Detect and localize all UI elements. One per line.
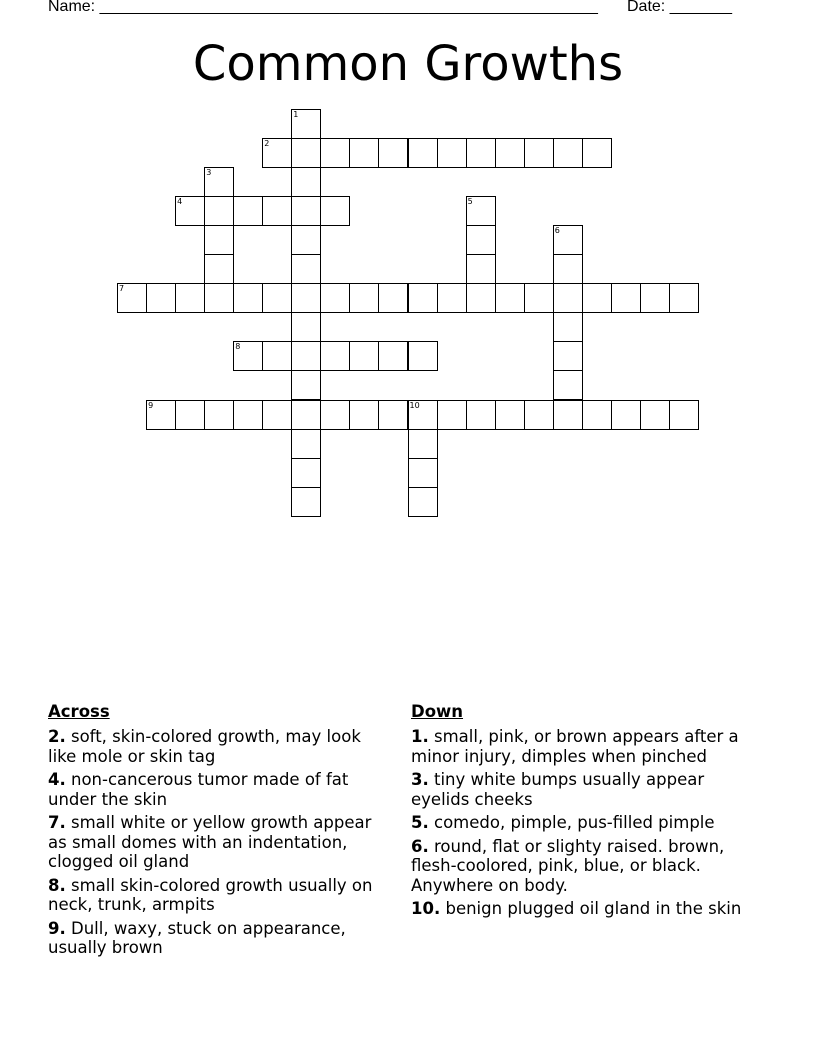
name-field-label: Name: ________________________________________________________ xyxy=(48,0,598,15)
clue-number-label: 5. xyxy=(411,813,429,832)
across-clue xyxy=(48,770,388,809)
clue-number: 4 xyxy=(177,197,183,207)
grid-cell[interactable] xyxy=(146,400,176,430)
clue-text: soft, skin-colored growth, may look like mole or skin tag xyxy=(48,727,361,766)
clue-number-label: 10. xyxy=(411,899,441,918)
grid-cell[interactable] xyxy=(466,225,496,255)
clue-number-label: 6. xyxy=(411,836,429,856)
across-clues xyxy=(48,702,388,962)
grid-cell[interactable] xyxy=(146,283,176,313)
grid-cell[interactable] xyxy=(378,341,408,371)
grid-cell[interactable] xyxy=(291,429,321,459)
grid-cell[interactable] xyxy=(408,400,438,430)
clue-text: small, pink, or brown appears after a minor injury, dimples when pinched xyxy=(411,727,739,766)
grid-cell[interactable] xyxy=(349,283,379,313)
clue-number-label: 1. xyxy=(411,727,429,746)
clue-text: non-cancerous tumor made of fat under the skin xyxy=(48,770,349,809)
down-clue xyxy=(411,899,756,919)
grid-cell[interactable] xyxy=(233,400,263,430)
across-clue xyxy=(48,727,388,766)
grid-cell[interactable] xyxy=(291,254,321,284)
grid-cell[interactable] xyxy=(553,225,583,255)
clue-text: tiny white bumps usually appear eyelids cheeks xyxy=(411,770,705,809)
grid-cell[interactable] xyxy=(495,138,525,168)
grid-cell[interactable] xyxy=(320,283,350,313)
grid-cell[interactable] xyxy=(495,400,525,430)
grid-cell[interactable] xyxy=(291,109,321,139)
page-title: Common Growths xyxy=(192,36,624,92)
down-clue xyxy=(411,813,756,833)
grid-cell[interactable] xyxy=(291,167,321,197)
across-clue xyxy=(48,813,388,872)
grid-cell[interactable] xyxy=(204,167,234,197)
clue-number: 5 xyxy=(467,197,473,207)
grid-cell[interactable] xyxy=(175,400,205,430)
grid-cell[interactable] xyxy=(640,400,670,430)
grid-cell[interactable] xyxy=(553,283,583,313)
grid-cell[interactable] xyxy=(291,458,321,488)
grid-cell[interactable] xyxy=(262,341,292,371)
clue-number: 8 xyxy=(235,342,241,352)
grid-cell[interactable] xyxy=(466,283,496,313)
down-heading: Down xyxy=(411,702,464,721)
grid-cell[interactable] xyxy=(291,283,321,313)
grid-cell[interactable] xyxy=(437,138,467,168)
grid-cell[interactable] xyxy=(408,487,438,517)
grid-cell[interactable] xyxy=(204,283,234,313)
grid-cell[interactable] xyxy=(320,196,350,226)
grid-cell[interactable] xyxy=(466,254,496,284)
grid-cell[interactable] xyxy=(611,283,641,313)
grid-cell[interactable] xyxy=(204,225,234,255)
grid-cell[interactable] xyxy=(349,400,379,430)
across-heading: Across xyxy=(48,702,110,721)
clue-text: benign plugged oil gland in the skin xyxy=(440,899,742,918)
grid-cell[interactable] xyxy=(466,138,496,168)
grid-cell[interactable] xyxy=(378,283,408,313)
grid-cell[interactable] xyxy=(262,138,292,168)
clue-number-label: 4. xyxy=(48,770,66,789)
across-clue xyxy=(48,876,388,915)
across-clue-list xyxy=(48,727,388,958)
grid-cell[interactable] xyxy=(553,138,583,168)
grid-cell[interactable] xyxy=(466,196,496,226)
grid-cell[interactable] xyxy=(553,400,583,430)
grid-cell[interactable] xyxy=(582,400,612,430)
clue-number: 6 xyxy=(554,226,560,236)
grid-cell[interactable] xyxy=(262,400,292,430)
grid-cell[interactable] xyxy=(233,283,263,313)
clue-number: 10 xyxy=(409,400,420,410)
grid-cell[interactable] xyxy=(408,458,438,488)
clue-number-label: 8. xyxy=(48,875,66,895)
grid-cell[interactable] xyxy=(349,138,379,168)
grid-cell[interactable] xyxy=(291,225,321,255)
grid-cell[interactable] xyxy=(262,283,292,313)
clue-number-label: 7. xyxy=(48,813,66,832)
grid-cell[interactable] xyxy=(233,341,263,371)
grid-cell[interactable] xyxy=(553,341,583,371)
grid-cell[interactable] xyxy=(466,400,496,430)
grid-cell[interactable] xyxy=(291,312,321,342)
date-field-label: Date: _______ xyxy=(627,0,732,15)
grid-cell[interactable] xyxy=(320,341,350,371)
clue-number-label: 3. xyxy=(411,770,429,789)
grid-cell[interactable] xyxy=(378,400,408,430)
clue-text: small skin-colored growth usually on neck, trunk, armpits xyxy=(48,875,373,914)
grid-cell[interactable] xyxy=(582,138,612,168)
grid-cell[interactable] xyxy=(204,254,234,284)
grid-cell[interactable] xyxy=(233,196,263,226)
grid-cell[interactable] xyxy=(437,400,467,430)
grid-cell[interactable] xyxy=(204,196,234,226)
clue-number-label: 9. xyxy=(48,918,66,938)
grid-cell[interactable] xyxy=(291,196,321,226)
grid-cell[interactable] xyxy=(669,283,699,313)
grid-cell[interactable] xyxy=(320,138,350,168)
grid-cell[interactable] xyxy=(495,283,525,313)
down-clues xyxy=(411,702,756,923)
grid-cell[interactable] xyxy=(262,196,292,226)
grid-cell[interactable] xyxy=(117,283,147,313)
grid-cell[interactable] xyxy=(553,312,583,342)
grid-cell[interactable] xyxy=(553,370,583,400)
grid-cell[interactable] xyxy=(669,400,699,430)
clue-text: round, flat or slighty raised. brown, flesh-coolored, pink, blue, or black. Anywhere on body. xyxy=(411,836,725,895)
across-clue xyxy=(48,919,388,958)
clue-number: 1 xyxy=(293,110,299,119)
clue-number: 3 xyxy=(206,168,212,178)
clue-number: 9 xyxy=(148,400,154,410)
grid-cell[interactable] xyxy=(291,370,321,400)
grid-cell[interactable] xyxy=(291,487,321,517)
clue-number-label: 2. xyxy=(48,727,66,746)
down-clue-list xyxy=(411,727,756,919)
grid-cell[interactable] xyxy=(408,341,438,371)
grid-cell[interactable] xyxy=(291,138,321,168)
grid-cell[interactable] xyxy=(408,283,438,313)
grid-cell[interactable] xyxy=(524,138,554,168)
grid-cell[interactable] xyxy=(408,429,438,459)
down-clue xyxy=(411,727,756,766)
grid-cell[interactable] xyxy=(524,400,554,430)
grid-cell[interactable] xyxy=(524,283,554,313)
clue-number: 7 xyxy=(119,284,125,294)
grid-cell[interactable] xyxy=(175,196,205,226)
grid-cell[interactable] xyxy=(611,400,641,430)
grid-cell[interactable] xyxy=(204,400,234,430)
grid-cell[interactable] xyxy=(291,400,321,430)
grid-cell[interactable] xyxy=(349,341,379,371)
grid-cell[interactable] xyxy=(408,138,438,168)
grid-cell[interactable] xyxy=(175,283,205,313)
grid-cell[interactable] xyxy=(640,283,670,313)
down-clue xyxy=(411,837,756,896)
grid-cell[interactable] xyxy=(437,283,467,313)
grid-cell[interactable] xyxy=(320,400,350,430)
grid-cell[interactable] xyxy=(291,341,321,371)
clue-text: comedo, pimple, pus-filled pimple xyxy=(428,813,715,832)
clue-number: 2 xyxy=(264,139,270,149)
grid-cell[interactable] xyxy=(378,138,408,168)
grid-cell[interactable] xyxy=(553,254,583,284)
grid-cell[interactable] xyxy=(582,283,612,313)
clue-text: Dull, waxy, stuck on appearance, usually brown xyxy=(48,918,346,957)
clue-text: small white or yellow growth appear as small domes with an indentation, clogged oil gland xyxy=(48,813,372,871)
down-clue xyxy=(411,770,756,809)
